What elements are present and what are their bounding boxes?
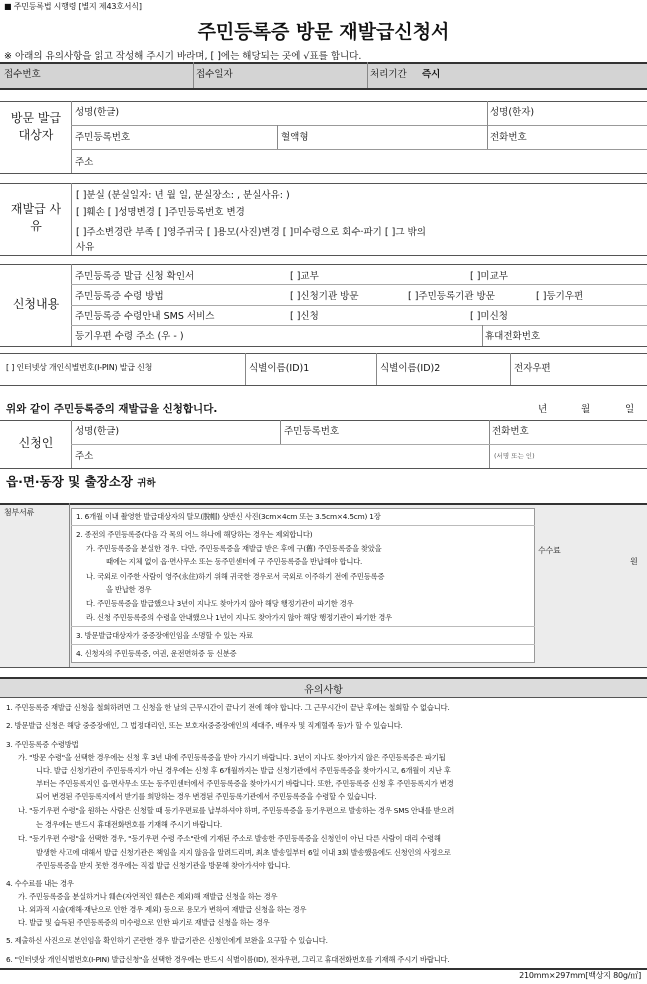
note-line: 나. 외과적 시술(재해·재난으로 인한 경우 제외) 등으로 용모가 변하여 재발급 신청을 하는 경우	[18, 905, 307, 914]
note-line: 다. 발급 및 습득된 주민등록증의 미수령으로 인한 파기로 재발급 신청을 하는 경우	[18, 918, 270, 927]
note-line: 니다. 발급 신청기관이 주민등록지가 아닌 경우에는 신청 후 6개월까지는 발급 신청기관에서 주민등록증을 찾아가시고, 6개월이 지난 후	[36, 766, 451, 775]
note-line: 1. 주민등록증 재발급 신청을 철회하려면 그 신청을 한 날의 근무시간이 끝나기 전에 해야 합니다. 그 근무시간이 끝난 후에는 철회할 수 없습니다.	[6, 703, 450, 712]
note-line: 5. 제출하신 사진으로 본인임을 확인하기 곤란한 경우 발급기관은 신청인에게 보완을 요구할 수 있습니다.	[6, 936, 328, 945]
applicant-phone[interactable]: 전화번호	[492, 426, 529, 437]
processing-period-value: 즉시	[422, 69, 441, 80]
date-month: 월	[581, 404, 591, 415]
receipt-date-label: 접수일자	[196, 69, 233, 80]
target-name-hanja[interactable]: 성명(한자)	[490, 107, 535, 118]
ipin-email-field[interactable]: 전자우편	[514, 363, 551, 374]
reason-other-text: 사유	[76, 242, 95, 253]
note-line: 다. "등기우편 수령"을 선택한 경우, "등기우편 수령 주소"란에 기재된 주소로 발송한 주민등록증을 신청인이 아닌 다른 사람이 대리 수령해	[18, 834, 441, 843]
confirm-doc-label: 주민등록증 발급 신청 확인서	[75, 271, 195, 282]
fee-label: 수수료	[538, 546, 561, 555]
paper-spec: 210mm×297mm[백상지 80g/㎡]	[519, 971, 641, 980]
applicant-rrn[interactable]: 주민등록번호	[284, 426, 340, 437]
applicant-label: 신청인	[18, 436, 54, 450]
ipin-id1-field[interactable]: 식별이름(ID)1	[249, 363, 310, 374]
attachment-item: 3. 방문발급대상자가 중증장애인임을 소명할 수 있는 자료	[76, 631, 253, 640]
applicant-address[interactable]: 주소	[75, 451, 94, 462]
note-line: 3. 주민등록증 수령방법	[6, 740, 79, 749]
addressee-title: 읍·면·동장 및 출장소장 귀하	[6, 474, 156, 489]
form-title: 주민등록증 방문 재발급신청서	[197, 21, 450, 43]
processing-period-label: 처리기간	[370, 69, 407, 80]
mobile-phone-field[interactable]: 휴대전화번호	[485, 331, 541, 342]
attachment-item: 2. 종전의 주민등록증(다음 각 목의 어느 하나에 해당하는 경우는 제외합니다)	[76, 530, 313, 539]
instruction-text: ※ 아래의 유의사항을 읽고 작성해 주시기 바라며, [ ]에는 해당되는 곳에 √표를 합니다.	[4, 51, 362, 62]
ipin-request-checkbox[interactable]: [ ] 인터넷상 개인식별번호(I-PIN) 발급 신청	[6, 363, 153, 372]
fee-unit: 원	[630, 557, 638, 566]
note-line: 는 경우에는 반드시 휴대전화번호를 기재해 주시기 바랍니다.	[36, 820, 223, 829]
applicant-name[interactable]: 성명(한글)	[75, 426, 120, 437]
reason-other-checkbox[interactable]: [ ]주소변경란 부족 [ ]영주귀국 [ ]용모(사진)변경 [ ]미수령으로 회수·파기 [ ]그 밖의	[76, 227, 426, 238]
attachment-subitem: 다. 주민등록증을 발급했으나 3년이 지나도 찾아가지 않아 해당 행정기관이 파기한 경우	[86, 599, 354, 608]
sms-service-label: 주민등록증 수령안내 SMS 서비스	[75, 311, 215, 322]
date-day: 일	[625, 404, 635, 415]
notes-title: 유의사항	[304, 685, 343, 696]
receive-mail-checkbox[interactable]: [ ]등기우편	[536, 291, 584, 302]
sms-decline-checkbox[interactable]: [ ]미신청	[470, 311, 508, 322]
attachment-subitem: 가. 주민등록증을 분실한 경우. 다만, 주민등록증을 재발급 받은 후에 구(舊) 주민등록증을 찾았을	[86, 544, 382, 553]
attachment-subitem: 나. 국외로 이주한 사람이 영주(永住)하기 위해 귀국한 경우로서 국외로 이주하기 전에 주민등록증	[86, 572, 385, 581]
attachment-subitem: 을 반납한 경우	[106, 585, 152, 594]
target-rrn[interactable]: 주민등록번호	[75, 132, 131, 143]
target-name-hangul[interactable]: 성명(한글)	[75, 107, 120, 118]
reason-damage-checkbox[interactable]: [ ]훼손 [ ]성명변경 [ ]주민등록번호 변경	[76, 207, 245, 218]
visit-target-label: 방문 발급 대상자	[10, 111, 62, 142]
target-blood-type[interactable]: 혈액형	[281, 132, 309, 143]
note-line: 6. "인터넷상 개인식별번호(I-PIN) 발급신청"을 선택한 경우에는 반드시 식별이름(ID), 전자우편, 그리고 휴대전화번호를 기재해 주시기 바랍니다.	[6, 955, 450, 964]
attachment-item: 4. 신청자의 주민등록증, 여권, 운전면허증 등 신분증	[76, 649, 237, 658]
ipin-id2-field[interactable]: 식별이름(ID)2	[380, 363, 441, 374]
reason-lost-checkbox[interactable]: [ ]분실 (분실일자: 년 월 일, 분실장소: , 분실사유: )	[76, 190, 290, 201]
date-year: 년	[538, 404, 548, 415]
declaration-text: 위와 같이 주민등록증의 재발급을 신청합니다.	[6, 403, 218, 415]
attachment-item: 1. 6개월 이내 촬영한 발급대상자의 탈모(脫帽) 상반신 사진(3cm×4cm 또는 3.5cm×4.5cm) 1장	[76, 512, 381, 521]
receipt-number-label: 접수번호	[4, 69, 41, 80]
attachments-label: 첨부서류	[4, 508, 35, 517]
receive-visit-agency-checkbox[interactable]: [ ]신청기관 방문	[290, 291, 359, 302]
sms-apply-checkbox[interactable]: [ ]신청	[290, 311, 319, 322]
signature-field[interactable]: (서명 또는 인)	[494, 452, 535, 460]
receive-method-label: 주민등록증 수령 방법	[75, 291, 164, 302]
confirm-issue-checkbox[interactable]: [ ]교부	[290, 271, 319, 282]
confirm-no-issue-checkbox[interactable]: [ ]미교부	[470, 271, 508, 282]
note-line: 가. "방문 수령"을 선택한 경우에는 신청 후 3년 내에 주민등록증을 받아 가시기 바랍니다. 3년이 지나도 찾아가지 않은 주민등록증은 파기됩	[18, 753, 446, 762]
reissue-reason-label: 재발급 사 유	[10, 202, 62, 233]
target-address[interactable]: 주소	[75, 157, 94, 168]
request-content-label: 신청내용	[12, 297, 60, 311]
note-line: 가. 주민등록증을 분실하거나 훼손(자연적인 훼손은 제외)해 재발급 신청을 하는 경우	[18, 892, 278, 901]
mail-address-field[interactable]: 등기우편 수령 주소 (우 - )	[75, 331, 184, 342]
note-line: 2. 방문발급 신청은 해당 중증장애인, 그 법정대리인, 또는 보호자(중증장애인의 세대주, 배우자 및 직계혈족 등)가 할 수 있습니다.	[6, 721, 403, 730]
target-phone[interactable]: 전화번호	[490, 132, 527, 143]
note-line: 나. "등기우편 수령"을 원하는 사람은 신청할 때 등기우편료를 납부하셔야 하며, 주민등록증을 등기우편으로 발송하는 경우 SMS 안내를 받으려	[18, 806, 455, 815]
note-line: 주민등록증을 받지 못한 경우에는 직접 발급 신청기관을 방문해 찾아가셔야 합니다.	[36, 861, 291, 870]
attachment-subitem: 라. 신청 주민등록증의 수령을 안내했으나 1년이 지나도 찾아가지 않아 해당 행정기관이 파기한 경우	[86, 613, 392, 622]
form-reference: ■ 주민등록법 시행령 [별지 제43호서식]	[4, 2, 142, 11]
note-line: 되어 변경된 주민등록지에서 받기를 희망하는 경우 변경된 주민등록기관에서 주민등록증을 수령할 수 있습니다.	[36, 792, 377, 801]
note-line: 발생한 사고에 대해서 발급 신청기관은 책임을 지지 않음을 알려드리며, 최초 발송일부터 6일 이내 3회 발송했음에도 신청인의 사정으로	[36, 848, 451, 857]
note-line: 4. 수수료를 내는 경우	[6, 879, 74, 888]
receive-visit-registry-checkbox[interactable]: [ ]주민등록기관 방문	[408, 291, 495, 302]
attachment-subitem: 때에는 지체 없이 읍·면사무소 또는 동주민센터에 구 주민등록증을 반납해야 합니다.	[106, 557, 363, 566]
note-line: 부터는 주민등록지인 읍·면사무소 또는 동주민센터에서 주민등록증을 찾아가시기 바랍니다. 또한, 주민등록증 신청 후 주민등록지가 변경	[36, 779, 454, 788]
receipt-row	[0, 62, 647, 88]
